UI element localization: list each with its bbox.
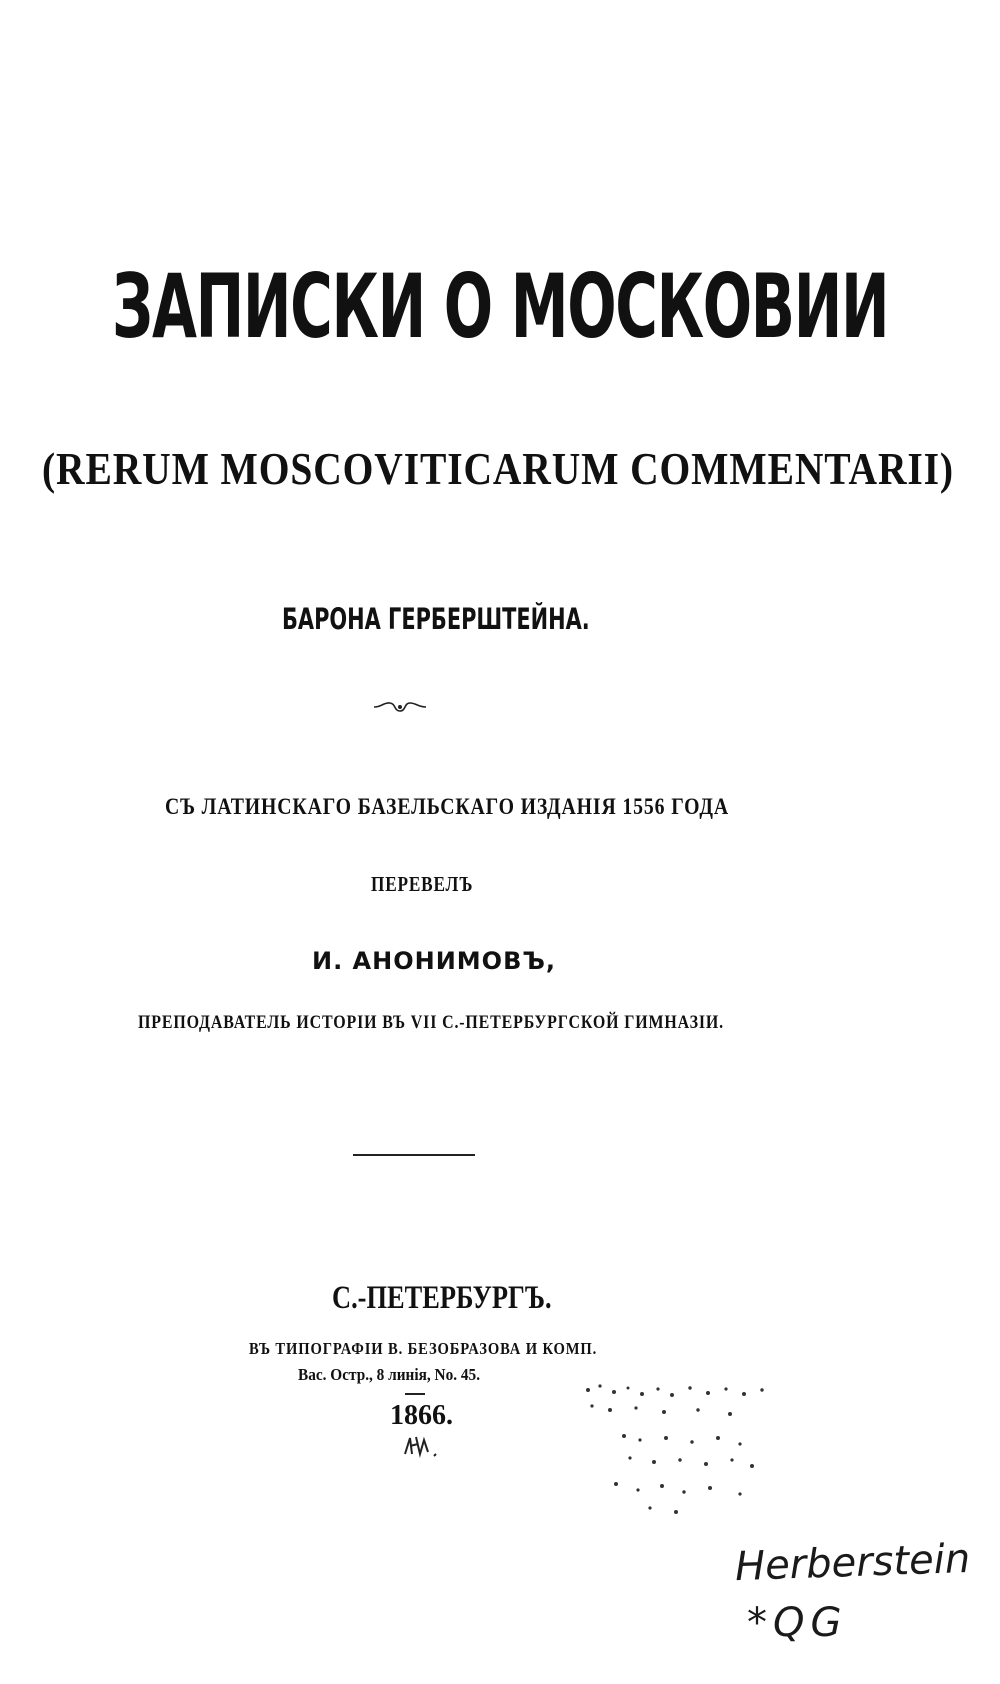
translated-by: ПЕРЕВЕЛЪ — [371, 872, 474, 896]
author-line: БАРОНА ГЕРБЕРШТЕЙНА. — [282, 602, 590, 636]
book-title: ЗАПИСКИ О МОСКОВИИ — [112, 255, 889, 358]
divider-rule — [353, 1154, 475, 1156]
flourish-ornament — [372, 700, 428, 714]
publication-city: С.-ПЕТЕРБУРГЪ. — [332, 1280, 552, 1316]
publication-year: 1866. — [390, 1400, 453, 1431]
handwritten-name: Herberstein — [734, 1535, 971, 1591]
faded-stamp — [580, 1380, 810, 1520]
printer-address: Вас. Остр., 8 линія, No. 45. — [298, 1365, 481, 1384]
latin-title: (RERUM MOSCOVITICARUM COMMENTARII) — [42, 443, 954, 494]
small-divider — [405, 1393, 425, 1395]
source-edition: СЪ ЛАТИНСКАГО БАЗЕЛЬСКАГО ИЗДАНІЯ 1556 ГОДА — [165, 794, 730, 819]
translator-name: И. АНОНИМОВЪ, — [312, 947, 557, 975]
handwritten-initials — [402, 1432, 452, 1462]
handwritten-call-number: *QG — [747, 1600, 848, 1646]
printer-line: ВЪ ТИПОГРАФІИ В. БЕЗОБРАЗОВА И КОМП. — [249, 1339, 598, 1358]
translator-position: ПРЕПОДАВАТЕЛЬ ИСТОРІИ ВЪ VII С.-ПЕТЕРБУРГСКОЙ ГИМНАЗІИ. — [138, 1012, 724, 1033]
